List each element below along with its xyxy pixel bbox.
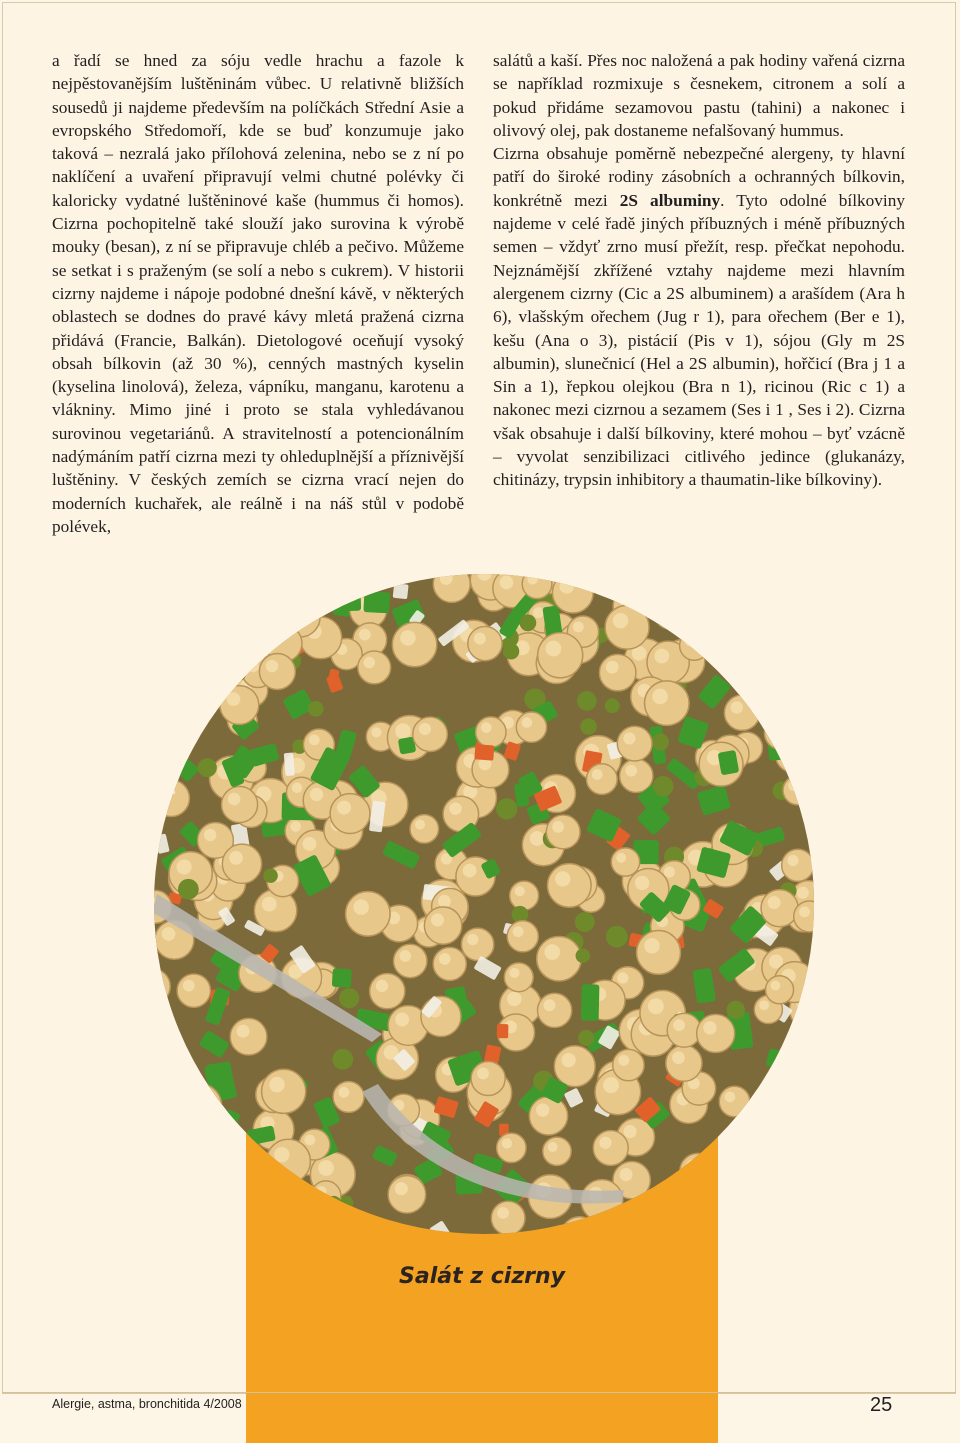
article-column-left: [52, 49, 464, 538]
footer-divider: [2, 1392, 956, 1393]
bold-term: 2S albuminy: [619, 190, 721, 210]
paragraph-text: . Tyto odolné bílkoviny najdeme v celé řadě jiných příbuzných i méně příbuzných semen – vždyť zrno musí přežít, resp. přečkat nepohodu. Nejznámější zkřížené vztahy najdeme mezi hlavním alergenem cizrny (Cic a 2S albuminem) a arašídem (Ara h 6), vlašským ořechem (Jug r 1), para ořechem (Ber e 1), kešu (Ana o 3), pistácií (Pis v 1), sójou (Gly m 2S albumin), slunečnicí (Hel a 2S albumin), hořčicí (Bra j 1 a Sin a 1), řepkou olejkou (Bra n 1), ricinou (Ric c 1) a nakonec mezi cizrnou a sezamem (Ses i 1 , Ses i 2). Cizrna však obsahuje i další bílkoviny, které mohou – byť vzácně – vyvolat senzibilizaci citlivého jedince (glukanázy, chitinázy, trypsin inhibitory a thaumatin-like bílkoviny).: [493, 190, 906, 490]
page-number: 25: [870, 1394, 893, 1416]
paragraph-text: Cizrna obsahuje poměrně nebezpečné alergeny, ty hlavní patří do široké rodiny zásobních a ochranných bílkovin, konkrétně mezi: [493, 144, 905, 210]
article-paragraph: a řadí se hned za sóju vedle hrachu a fazole k nejpěstovanějším luštěninám vůbec. U relativně bližších sousedů ji najdeme především na políčkách Střední Asie a evropského Středomoří, kde se buď konzumuje jako taková – nezralá jako přílohová zelenina, nebo se z ní po naklíčení a uvaření připravují velmi chutné polévky či kaloricky vydatné luštěninové kaše (hummus či homos). Cizrna pochopitelně také slouží jako surovina k výrobě mouky (besan), z ní se připravuje chléb a pečivo. Můžeme se setkat i s praženým (se solí a nebo s cukrem). V historii cizrny najdeme i nápoje podobné dnešní kávě, v některých oblastech se dodnes do pravé kávy mletá pražená cizrna přidává (Francie, Balkán). Dietologové oceňují vysoký obsah bílkovin (až 30 %), cenných mastných kyselin (kyselina linolová), železa, vápníku, manganu, karotenu a vlákniny. Mimo jiné i proto se stala vyhledávanou surovinou vegetariánů. A stravitelností a potencionálním nadýmáním patří cizrna mezi ty ohleduplnější a příznivější luštěniny. V českých zemích se cizrna vrací nejen do moderních kuchařek, ale reálně i na náš stůl v podobě polévek,: [52, 51, 464, 536]
article-paragraph: salátů a kaší. Přes noc naložená a pak hodiny vařená cizrna se například rozmixuje s česnekem, citronem a solí a pokud přidáme sezamovou pastu (tahini) a nakonec i olivový olej, pak dostaneme nefalšovaný hummus.: [493, 51, 905, 140]
chickpea-salad-photo: [152, 572, 816, 1236]
article-paragraph: [493, 142, 905, 491]
journal-title: Alergie, astma, bronchitida 4/2008: [52, 1397, 242, 1411]
article-column-right: [493, 49, 905, 492]
photo-caption: Salát z cizrny: [399, 1264, 565, 1289]
